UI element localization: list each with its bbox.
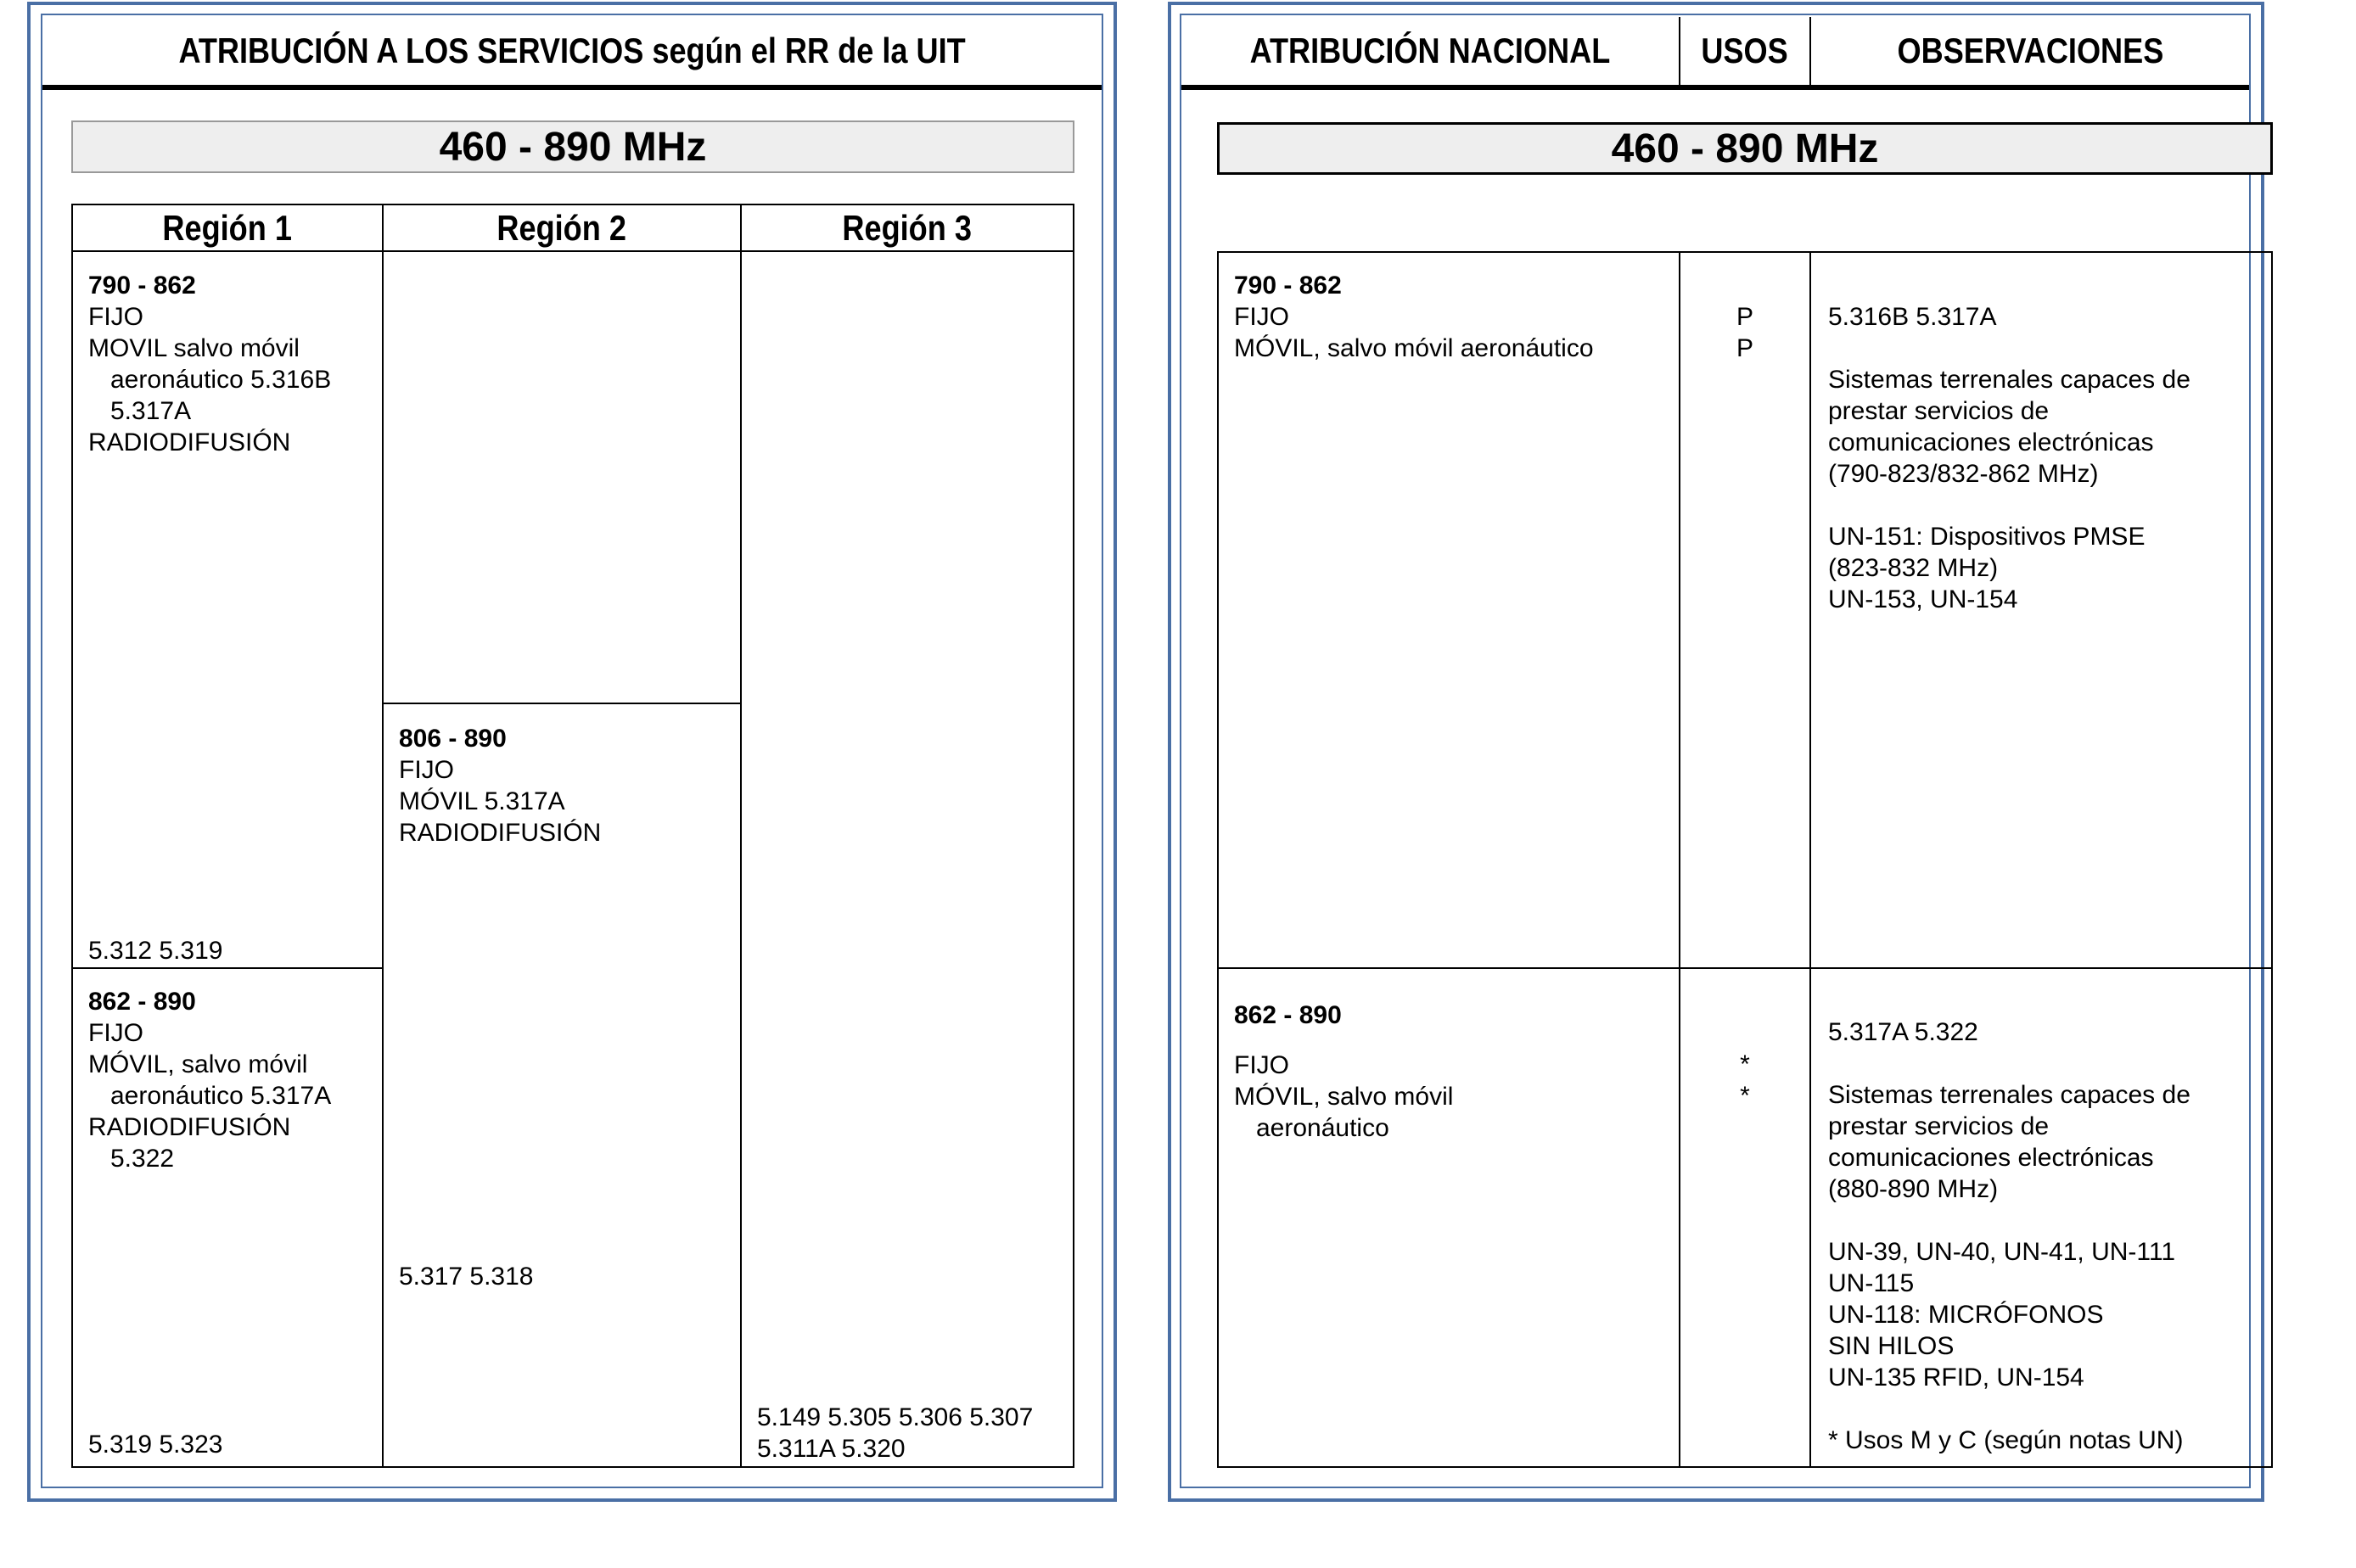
- r1-b-broadcasting-note: 5.322: [110, 1145, 175, 1173]
- uses-header: [1680, 17, 1809, 85]
- national-col-divider-2: [1809, 251, 1811, 1468]
- observation-line: UN-118: MICRÓFONOS: [1828, 1301, 2104, 1329]
- r2-footnotes: 5.317 5.318: [399, 1263, 534, 1291]
- observation-line: comunicaciones electrónicas: [1828, 1144, 2154, 1172]
- nat-r2-mobile-cont: aeronáutico: [1256, 1114, 1389, 1142]
- national-row-divider: [1217, 967, 2273, 969]
- observation-line: 5.316B 5.317A: [1828, 303, 1997, 331]
- r2-fixed: FIJO: [399, 756, 454, 784]
- observation-line: [1828, 1205, 2191, 1236]
- nat-r2-uses: [1680, 1049, 1809, 1112]
- r2-broadcasting: RADIODIFUSIÓN: [399, 819, 602, 847]
- r1-b-freq: 862 - 890: [88, 988, 196, 1016]
- r3-footnotes: [757, 1402, 1033, 1464]
- observation-line: (790-823/832-862 MHz): [1828, 460, 2099, 488]
- right-band-label: 460 - 890 MHz: [1611, 126, 1879, 171]
- uses-title: USOS: [1701, 31, 1789, 70]
- r1-b-mobile-cont: aeronáutico 5.317A: [110, 1082, 332, 1110]
- observations-title: OBSERVACIONES: [1897, 31, 2163, 70]
- observation-line: 5.317A 5.322: [1828, 1018, 1978, 1046]
- observation-line: * Usos M y C (según notas UN): [1828, 1426, 2184, 1454]
- r1-b-footnotes: 5.319 5.323: [88, 1431, 223, 1459]
- nat-r1-use-mobile: P: [1736, 334, 1753, 362]
- r1-a-mobile: MOVIL salvo móvil: [88, 334, 300, 362]
- observation-line: UN-135 RFID, UN-154: [1828, 1364, 2084, 1392]
- observation-line: [1828, 490, 2191, 521]
- observation-line: (880-890 MHz): [1828, 1175, 1999, 1203]
- r1-b-fixed: FIJO: [88, 1019, 143, 1047]
- national-cell-862-890: [1234, 1000, 1453, 1144]
- left-header: [42, 17, 1102, 85]
- nat-r1-mobile: MÓVIL, salvo móvil aeronáutico: [1234, 334, 1594, 362]
- r1-a-broadcasting: RADIODIFUSIÓN: [88, 428, 291, 456]
- nat-r2-use-fixed: *: [1740, 1050, 1750, 1078]
- observation-line: (823-832 MHz): [1828, 554, 1999, 582]
- observation-line: prestar servicios de: [1828, 397, 2050, 425]
- region-divider-1: [382, 204, 384, 1468]
- observations-header: [1811, 17, 2249, 85]
- observation-line: Sistemas terrenales capaces de: [1828, 366, 2191, 394]
- nat-r1-uses: [1680, 301, 1809, 364]
- observation-line: Sistemas terrenales capaces de: [1828, 1081, 2191, 1109]
- right-band-title: [1217, 122, 2273, 175]
- r1-split-rule: [71, 967, 384, 969]
- observation-line: comunicaciones electrónicas: [1828, 428, 2154, 456]
- r2-split-rule: [382, 703, 742, 704]
- r1-b-broadcasting: RADIODIFUSIÓN: [88, 1113, 291, 1141]
- observation-line: SIN HILOS: [1828, 1332, 1955, 1360]
- region-header-rule: [71, 250, 1074, 252]
- r2-cell-806-890: [399, 723, 601, 848]
- r1-a-mobile-note: 5.317A: [110, 397, 192, 425]
- left-header-rule: [42, 85, 1102, 90]
- r1-b-mobile: MÓVIL, salvo móvil: [88, 1050, 308, 1078]
- r3-footnotes-line2: 5.311A 5.320: [757, 1435, 906, 1463]
- r1-a-footnotes: 5.312 5.319: [88, 937, 223, 965]
- r2-mobile: MÓVIL 5.317A: [399, 787, 565, 815]
- observation-line: UN-115: [1828, 1269, 1915, 1297]
- observation-line: prestar servicios de: [1828, 1112, 2050, 1140]
- region-divider-2: [740, 204, 742, 1468]
- nat-r1-fixed: FIJO: [1234, 303, 1289, 331]
- national-col-divider-1: [1679, 251, 1680, 1468]
- r1-a-fixed: FIJO: [88, 303, 143, 331]
- observation-line: UN-153, UN-154: [1828, 585, 2018, 613]
- r1-cell-862-890: [88, 986, 331, 1174]
- region-3-header: Región 3: [842, 207, 973, 248]
- nat-r2-freq: 862 - 890: [1234, 1001, 1342, 1029]
- right-header-rule: [1181, 85, 2249, 90]
- national-allocation-title: ATRIBUCIÓN NACIONAL: [1249, 31, 1611, 70]
- national-cell-790-862: [1234, 270, 1594, 364]
- observation-line: [1828, 333, 2191, 364]
- observation-line: UN-39, UN-40, UN-41, UN-111: [1828, 1238, 2175, 1266]
- r1-a-freq: 790 - 862: [88, 272, 196, 300]
- region-1-header: Región 1: [162, 207, 293, 248]
- nat-r2-fixed: FIJO: [1234, 1051, 1289, 1079]
- nat-r1-freq: 790 - 862: [1234, 272, 1342, 300]
- r2-freq: 806 - 890: [399, 725, 507, 753]
- national-allocation-header: [1181, 17, 1679, 85]
- observation-line: [1828, 1393, 2191, 1425]
- nat-r1-observations: [1828, 301, 2191, 615]
- nat-r2-use-mobile: *: [1740, 1082, 1750, 1110]
- left-band-label: 460 - 890 MHz: [439, 124, 707, 170]
- r3-footnotes-line1: 5.149 5.305 5.306 5.307: [757, 1403, 1034, 1431]
- observation-line: UN-151: Dispositivos PMSE: [1828, 523, 2146, 551]
- itu-allocation-title: ATRIBUCIÓN A LOS SERVICIOS según el RR de la UIT: [178, 31, 966, 70]
- nat-r1-use-fixed: P: [1736, 303, 1753, 331]
- nat-r2-mobile: MÓVIL, salvo móvil: [1234, 1083, 1454, 1111]
- left-band-title: [71, 120, 1074, 173]
- r1-a-mobile-cont: aeronáutico 5.316B: [110, 366, 332, 394]
- nat-r2-observations: [1828, 1016, 2191, 1456]
- region-2-header: Región 2: [496, 207, 627, 248]
- r1-cell-790-862: [88, 270, 331, 458]
- observation-line: [1828, 1048, 2191, 1079]
